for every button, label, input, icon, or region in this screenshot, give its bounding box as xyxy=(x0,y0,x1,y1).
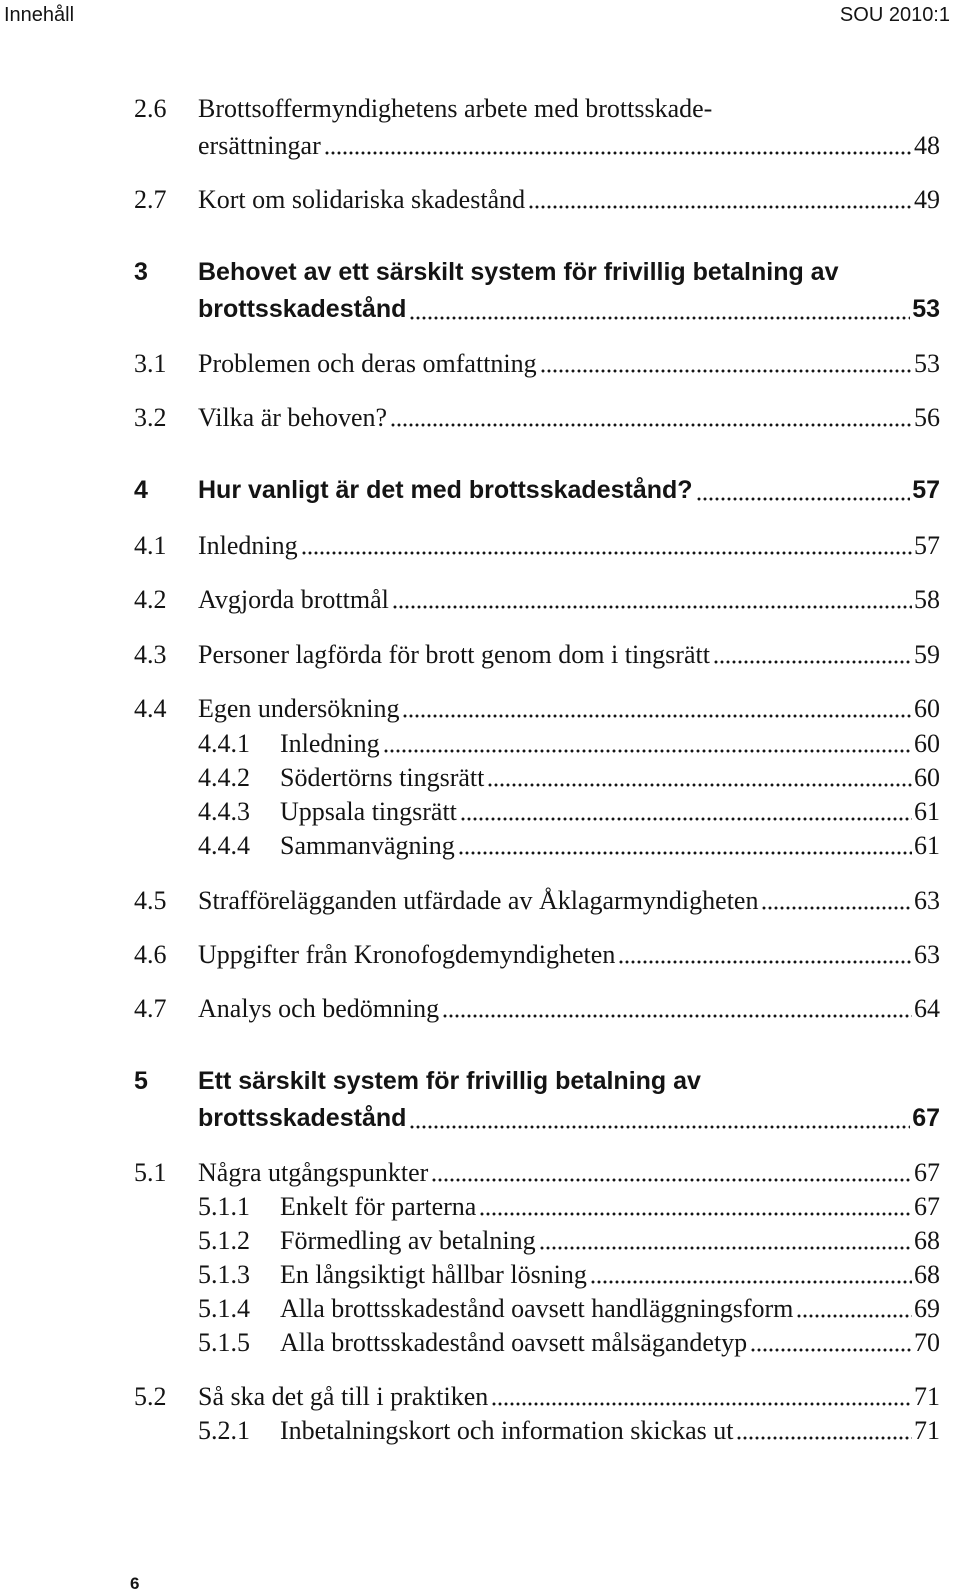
toc-entry-title-line1: Behovet av ett särskilt system för frivillig betalning av xyxy=(198,258,839,286)
toc-entry-page: 70 xyxy=(914,1328,940,1357)
toc-entry-title: Avgjorda brottmål xyxy=(198,585,389,614)
toc-entry-page: 67 xyxy=(914,1158,940,1187)
toc-entry-number: 4.1 xyxy=(134,531,167,560)
dot-leader xyxy=(761,905,912,911)
toc-entry-page: 58 xyxy=(914,585,940,614)
dot-leader xyxy=(390,422,912,428)
toc-entry-number: 2.7 xyxy=(134,185,167,214)
toc-entry-number: 5.2 xyxy=(134,1382,167,1411)
toc-entry-page: 69 xyxy=(914,1294,940,1323)
dot-leader xyxy=(590,1279,912,1285)
toc-entry-page: 60 xyxy=(914,694,940,723)
dot-leader xyxy=(491,1401,912,1407)
toc-entry-page: 71 xyxy=(914,1382,940,1411)
toc-entry-page: 57 xyxy=(912,476,940,504)
toc-entry-title-line1: Brottsoffermyndighetens arbete med brottsskade- xyxy=(198,94,713,123)
dot-leader xyxy=(392,604,912,610)
toc-entry-number: 4.2 xyxy=(134,585,167,614)
dot-leader xyxy=(442,1013,912,1019)
dot-leader xyxy=(796,1313,912,1319)
toc-entry-page: 59 xyxy=(914,640,940,669)
toc-entry-title-line1: Ett särskilt system för frivillig betalning av xyxy=(198,1067,701,1095)
toc-entry-number: 4.6 xyxy=(134,940,167,969)
dot-leader xyxy=(713,659,912,665)
toc-entry-number: 5 xyxy=(134,1067,148,1095)
toc-entry-title: Uppgifter från Kronofogdemyndigheten xyxy=(198,940,616,969)
toc-entry-page: 56 xyxy=(914,403,940,432)
toc-entry-title: En långsiktigt hållbar lösning xyxy=(280,1260,587,1289)
toc-entry-title: Några utgångspunkter xyxy=(198,1158,429,1187)
header-section-label: Innehåll xyxy=(4,4,75,26)
toc-entry-page: 63 xyxy=(914,886,940,915)
toc-entry-number: 4.3 xyxy=(134,640,167,669)
dot-leader xyxy=(301,550,912,556)
toc-entry-page: 71 xyxy=(914,1416,940,1445)
dot-leader xyxy=(618,959,912,965)
toc-entry-page: 60 xyxy=(914,729,940,758)
toc-entry-title: Egen undersökning xyxy=(198,694,400,723)
dot-leader xyxy=(539,1245,912,1251)
toc-entry-title: ersättningar xyxy=(198,131,321,160)
toc-entry-title: Alla brottsskadestånd oavsett målsägandetyp xyxy=(280,1328,748,1357)
toc-entry-number: 4 xyxy=(134,476,148,504)
toc-entry-title: Strafförelägganden utfärdade av Åklagarmyndigheten xyxy=(198,886,759,915)
toc-entry-number: 5.1.3 xyxy=(198,1260,250,1289)
toc-entry-page: 60 xyxy=(914,763,940,792)
page-number: 6 xyxy=(130,1574,140,1593)
toc-entry-title: Inledning xyxy=(280,729,380,758)
dot-leader xyxy=(528,204,912,210)
header-document-id: SOU 2010:1 xyxy=(839,4,950,26)
toc-entry-title: brottsskadestånd xyxy=(198,1104,407,1132)
toc-entry-number: 4.4 xyxy=(134,694,167,723)
toc-entry-title: Södertörns tingsrätt xyxy=(280,763,485,792)
dot-leader xyxy=(736,1435,912,1441)
toc-entry-title: Förmedling av betalning xyxy=(280,1226,536,1255)
toc-entry-page: 61 xyxy=(914,797,940,826)
toc-entry-number: 4.4.4 xyxy=(198,831,250,860)
toc-entry-number: 3 xyxy=(134,258,148,286)
toc-entry-page: 57 xyxy=(914,531,940,560)
toc-entry-title: Vilka är behoven? xyxy=(198,403,388,432)
toc-entry-title: Enkelt för parterna xyxy=(280,1192,477,1221)
toc-entry-page: 48 xyxy=(914,131,940,160)
dot-leader xyxy=(402,713,912,719)
toc-entry-page: 53 xyxy=(912,295,940,323)
toc-entry-number: 4.4.2 xyxy=(198,763,250,792)
toc-entry-page: 68 xyxy=(914,1260,940,1289)
table-of-contents xyxy=(134,0,940,1595)
toc-entry-number: 5.2.1 xyxy=(198,1416,250,1445)
toc-entry-title: brottsskadestånd xyxy=(198,295,407,323)
toc-entry-page: 49 xyxy=(914,185,940,214)
dot-leader xyxy=(383,748,912,754)
toc-entry-title: Kort om solidariska skadestånd xyxy=(198,185,526,214)
dot-leader xyxy=(460,816,912,822)
toc-entry-page: 63 xyxy=(914,940,940,969)
toc-entry-title: Problemen och deras omfattning xyxy=(198,349,537,378)
toc-entry-number: 4.4.3 xyxy=(198,797,250,826)
toc-entry-number: 4.7 xyxy=(134,994,167,1023)
toc-entry-number: 3.2 xyxy=(134,403,167,432)
toc-entry-page: 53 xyxy=(914,349,940,378)
toc-entry-page: 68 xyxy=(914,1226,940,1255)
dot-leader xyxy=(458,850,912,856)
dot-leader xyxy=(540,368,912,374)
dot-leader xyxy=(409,1124,910,1130)
toc-entry-title: Sammanvägning xyxy=(280,831,455,860)
toc-entry-page: 67 xyxy=(914,1192,940,1221)
toc-entry-number: 5.1.5 xyxy=(198,1328,250,1357)
dot-leader xyxy=(750,1347,912,1353)
toc-entry-title: Hur vanligt är det med brottsskadestånd? xyxy=(198,476,693,504)
toc-entry-page: 64 xyxy=(914,994,940,1023)
dot-leader xyxy=(696,496,911,502)
toc-entry-number: 4.4.1 xyxy=(198,729,250,758)
toc-entry-title: Alla brottsskadestånd oavsett handläggningsform xyxy=(280,1294,794,1323)
toc-entry-page: 61 xyxy=(914,831,940,860)
dot-leader xyxy=(409,315,910,321)
toc-entry-title: Så ska det gå till i praktiken xyxy=(198,1382,489,1411)
dot-leader xyxy=(324,150,912,156)
dot-leader xyxy=(487,782,912,788)
toc-entry-page: 67 xyxy=(912,1104,940,1132)
dot-leader xyxy=(431,1177,912,1183)
toc-entry-number: 5.1.1 xyxy=(198,1192,250,1221)
toc-entry-title: Inledning xyxy=(198,531,298,560)
toc-entry-number: 2.6 xyxy=(134,94,167,123)
toc-entry-number: 5.1 xyxy=(134,1158,167,1187)
toc-entry-number: 5.1.4 xyxy=(198,1294,250,1323)
dot-leader xyxy=(479,1211,912,1217)
toc-entry-number: 5.1.2 xyxy=(198,1226,250,1255)
toc-entry-title: Uppsala tingsrätt xyxy=(280,797,457,826)
toc-entry-number: 3.1 xyxy=(134,349,167,378)
toc-entry-title: Inbetalningskort och information skickas ut xyxy=(280,1416,734,1445)
toc-entry-title: Personer lagförda för brott genom dom i tingsrätt xyxy=(198,640,710,669)
toc-entry-number: 4.5 xyxy=(134,886,167,915)
toc-entry-title: Analys och bedömning xyxy=(198,994,440,1023)
